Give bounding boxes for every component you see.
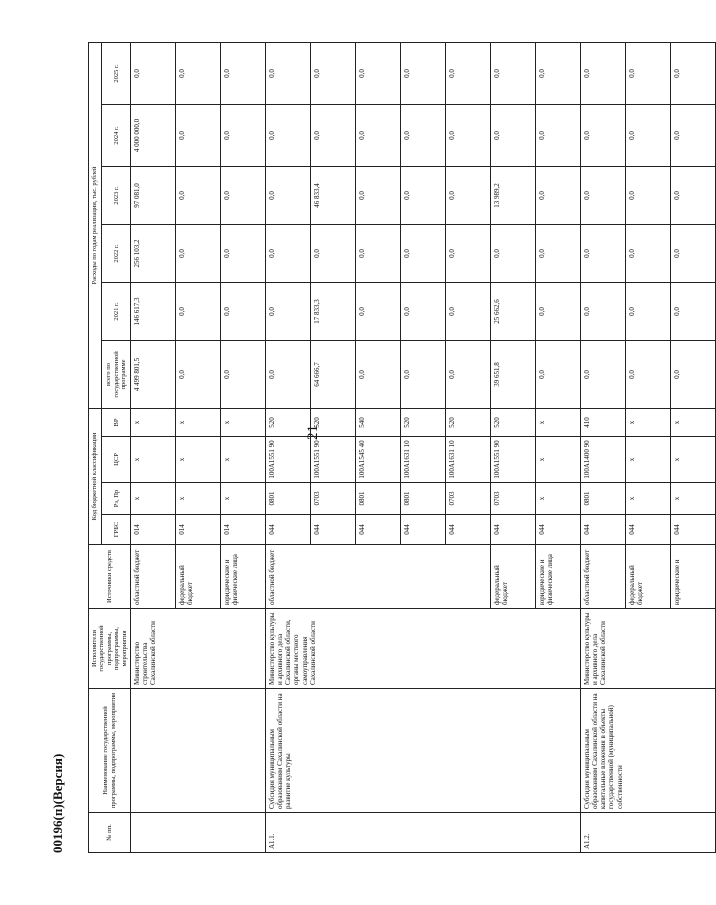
cell-total: 0,0	[626, 340, 671, 408]
table-row	[581, 42, 626, 852]
cell-vr: 520	[491, 408, 536, 436]
table-row	[266, 42, 311, 852]
cell-total: 0,0	[356, 340, 401, 408]
cell-csr: x	[131, 437, 176, 483]
cell-2022: 0,0	[491, 224, 536, 282]
cell-2023: 0,0	[626, 166, 671, 224]
header-name: Наименование государственной программы, подпрограммы, мероприятия	[89, 689, 131, 813]
cell-2024: 0,0	[401, 104, 446, 166]
cell-grbs: 044	[446, 515, 491, 545]
cell-2025: 0,0	[536, 42, 581, 104]
cell-2023: 0,0	[446, 166, 491, 224]
cell-executor: Министерство строительства Сахалинской области	[131, 609, 266, 689]
cell-total: 0,0	[536, 340, 581, 408]
cell-2024: 0,0	[536, 104, 581, 166]
cell-2023: 0,0	[401, 166, 446, 224]
cell-2024: 0,0	[581, 104, 626, 166]
cell-2022: 0,0	[401, 224, 446, 282]
cell-2024: 0,0	[176, 104, 221, 166]
cell-executor: Министерство культуры и архивного дела Сахалинской области	[581, 609, 716, 689]
cell-rzpr: x	[536, 483, 581, 515]
table-row	[131, 42, 176, 852]
header-vr: ВР	[102, 408, 131, 436]
cell-2024: 0,0	[356, 104, 401, 166]
cell-2022: 256 103,2	[131, 224, 176, 282]
cell-rzpr: 0801	[401, 483, 446, 515]
cell-grbs: 044	[626, 515, 671, 545]
cell-csr: x	[176, 437, 221, 483]
cell-num: А1.1.	[266, 813, 581, 853]
cell-grbs: 044	[491, 515, 536, 545]
cell-2022: 0,0	[671, 224, 716, 282]
cell-2025: 0,0	[491, 42, 536, 104]
cell-total: 64 666,7	[311, 340, 356, 408]
cell-total: 0,0	[221, 340, 266, 408]
cell-grbs: 044	[401, 515, 446, 545]
cell-csr: x	[626, 437, 671, 483]
cell-csr: 100А1551 90	[311, 437, 356, 483]
cell-2021: 25 662,6	[491, 282, 536, 340]
cell-2023: 0,0	[221, 166, 266, 224]
cell-vr: 540	[356, 408, 401, 436]
header-rzpr: Рз, Пр	[102, 483, 131, 515]
cell-rzpr: x	[626, 483, 671, 515]
cell-total: 4 499 801,5	[131, 340, 176, 408]
header-year: 2025 г.	[102, 42, 131, 104]
cell-grbs: 044	[581, 515, 626, 545]
cell-2021: 0,0	[356, 282, 401, 340]
cell-2024: 0,0	[491, 104, 536, 166]
cell-2023: 0,0	[356, 166, 401, 224]
cell-2022: 0,0	[221, 224, 266, 282]
cell-total: 0,0	[176, 340, 221, 408]
header-num: № пп.	[89, 813, 131, 853]
cell-2024: 0,0	[266, 104, 311, 166]
cell-2023: 97 081,0	[131, 166, 176, 224]
cell-2025: 0,0	[446, 42, 491, 104]
cell-csr: 100А1551 90	[491, 437, 536, 483]
cell-csr: x	[671, 437, 716, 483]
cell-total: 0,0	[581, 340, 626, 408]
header-budget-code: Код бюджетной классификации	[89, 408, 102, 544]
cell-2024: 0,0	[446, 104, 491, 166]
header-source: Источники средств	[89, 545, 131, 609]
cell-2025: 0,0	[671, 42, 716, 104]
header-year: 2023 г.	[102, 166, 131, 224]
cell-2024: 0,0	[221, 104, 266, 166]
cell-csr: 100А1631 10	[446, 437, 491, 483]
cell-grbs: 014	[131, 515, 176, 545]
cell-2025: 0,0	[401, 42, 446, 104]
cell-vr: 520	[446, 408, 491, 436]
cell-vr: x	[221, 408, 266, 436]
header-executor: Исполнители государственной программы, подпрограммы, мероприятия	[89, 609, 131, 689]
cell-2023: 0,0	[266, 166, 311, 224]
cell-vr: 520	[401, 408, 446, 436]
cell-2021: 0,0	[536, 282, 581, 340]
cell-name	[131, 689, 266, 813]
header-grbs: ГРБС	[102, 515, 131, 545]
cell-2021: 0,0	[581, 282, 626, 340]
cell-2021: 0,0	[446, 282, 491, 340]
cell-total: 0,0	[401, 340, 446, 408]
cell-name: Субсидия муниципальным образованиям Сахалинской области на капитальные вложения в объекты государственной (муниципальной) собственности	[581, 689, 716, 813]
cell-csr: x	[536, 437, 581, 483]
cell-grbs: 014	[221, 515, 266, 545]
cell-vr: x	[536, 408, 581, 436]
cell-vr: x	[626, 408, 671, 436]
cell-rzpr: 0703	[311, 483, 356, 515]
header-expenses: Расходы по годам реализации, тыс. рублей	[89, 42, 102, 408]
cell-2021: 0,0	[221, 282, 266, 340]
header-year: 2021 г.	[102, 282, 131, 340]
cell-grbs: 014	[176, 515, 221, 545]
cell-csr: 100А1551 90	[266, 437, 311, 483]
cell-2022: 0,0	[446, 224, 491, 282]
cell-2021: 146 617,3	[131, 282, 176, 340]
header-total: всего по государственной программе	[102, 340, 131, 408]
cell-2022: 0,0	[176, 224, 221, 282]
cell-rzpr: x	[221, 483, 266, 515]
document-stamp: 00196(п)(Версия)	[50, 753, 65, 853]
cell-grbs: 044	[671, 515, 716, 545]
cell-2024: 0,0	[626, 104, 671, 166]
cell-total: 0,0	[266, 340, 311, 408]
cell-2025: 0,0	[581, 42, 626, 104]
cell-2025: 0,0	[626, 42, 671, 104]
cell-rzpr: 0703	[446, 483, 491, 515]
cell-rzpr: x	[176, 483, 221, 515]
header-csr: ЦСР	[102, 437, 131, 483]
cell-vr: x	[176, 408, 221, 436]
cell-rzpr: 0801	[266, 483, 311, 515]
cell-2021: 0,0	[401, 282, 446, 340]
cell-2024: 0,0	[671, 104, 716, 166]
cell-2021: 0,0	[626, 282, 671, 340]
cell-source: федеральный бюджет	[176, 545, 221, 609]
cell-csr: 100А1631 10	[401, 437, 446, 483]
cell-source: областной бюджет	[581, 545, 626, 609]
cell-source: юридические и физические лица	[536, 545, 581, 609]
cell-2025: 0,0	[356, 42, 401, 104]
cell-2022: 0,0	[311, 224, 356, 282]
cell-grbs: 044	[356, 515, 401, 545]
cell-vr: 520	[311, 408, 356, 436]
cell-2021: 0,0	[671, 282, 716, 340]
cell-2023: 0,0	[671, 166, 716, 224]
cell-total: 39 651,8	[491, 340, 536, 408]
cell-2023: 0,0	[581, 166, 626, 224]
cell-csr: 100А1545 40	[356, 437, 401, 483]
cell-vr: 410	[581, 408, 626, 436]
cell-2021: 17 833,3	[311, 282, 356, 340]
cell-2024: 0,0	[311, 104, 356, 166]
cell-2025: 0,0	[131, 42, 176, 104]
cell-csr: 100А1400 90	[581, 437, 626, 483]
cell-grbs: 044	[311, 515, 356, 545]
cell-rzpr: 0801	[581, 483, 626, 515]
cell-source: юридические и физические лица	[221, 545, 266, 609]
cell-total: 0,0	[446, 340, 491, 408]
cell-source: областной бюджет	[266, 545, 491, 609]
cell-executor: Министерство культуры и архивного дела Сахалинской области, органы местного самоуправления Сахалинской области	[266, 609, 581, 689]
cell-2023: 0,0	[536, 166, 581, 224]
cell-num	[131, 813, 266, 853]
rotated-table-container	[88, 43, 682, 853]
budget-table	[88, 42, 716, 853]
cell-csr: x	[221, 437, 266, 483]
cell-2024: 4 000 000,0	[131, 104, 176, 166]
cell-2022: 0,0	[626, 224, 671, 282]
cell-2025: 0,0	[176, 42, 221, 104]
cell-2023: 46 833,4	[311, 166, 356, 224]
cell-name: Субсидия муниципальным образованиям Сахалинской области на развитие культуры	[266, 689, 581, 813]
cell-grbs: 044	[536, 515, 581, 545]
cell-2021: 0,0	[176, 282, 221, 340]
cell-2022: 0,0	[266, 224, 311, 282]
cell-total: 0,0	[671, 340, 716, 408]
cell-vr: 520	[266, 408, 311, 436]
header-year: 2022 г.	[102, 224, 131, 282]
cell-2022: 0,0	[356, 224, 401, 282]
cell-source: областной бюджет	[131, 545, 176, 609]
cell-2022: 0,0	[536, 224, 581, 282]
header-year: 2024 г.	[102, 104, 131, 166]
cell-rzpr: 0801	[356, 483, 401, 515]
cell-2023: 13 989,2	[491, 166, 536, 224]
cell-rzpr: x	[131, 483, 176, 515]
cell-source: федеральный бюджет	[626, 545, 671, 609]
cell-2021: 0,0	[266, 282, 311, 340]
cell-2023: 0,0	[176, 166, 221, 224]
cell-grbs: 044	[266, 515, 311, 545]
cell-num: А1.2.	[581, 813, 716, 853]
cell-2025: 0,0	[311, 42, 356, 104]
cell-vr: x	[671, 408, 716, 436]
cell-rzpr: x	[671, 483, 716, 515]
cell-2022: 0,0	[581, 224, 626, 282]
cell-2025: 0,0	[221, 42, 266, 104]
cell-rzpr: 0703	[491, 483, 536, 515]
cell-source: юридические и	[671, 545, 716, 609]
cell-source: федеральный бюджет	[491, 545, 536, 609]
cell-2025: 0,0	[266, 42, 311, 104]
cell-vr: x	[131, 408, 176, 436]
page-number: 21	[305, 425, 321, 440]
